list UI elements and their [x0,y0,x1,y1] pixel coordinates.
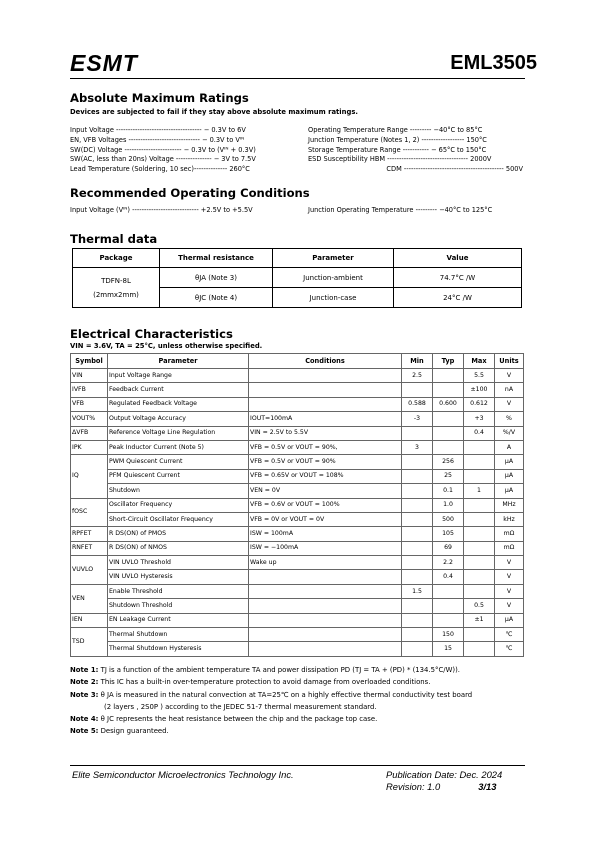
amr-right-item: Operating Temperature Range --------- −40°C to 85°C [308,126,483,134]
max-cell: ±1 [464,613,495,627]
table-row [71,369,524,383]
amr-left-item: Lead Temperature (Soldering, 10 sec)-------------- 260°C [70,165,250,174]
min-cell [402,541,433,555]
min-cell: 2.5 [402,369,433,383]
conditions-cell [249,628,402,642]
col-header: Max [464,354,495,369]
conditions-cell [249,584,402,598]
parameter-cell: Short-Circuit Oscillator Frequency [108,512,249,526]
conditions-cell [249,369,402,383]
parameter-cell: Enable Threshold [108,584,249,598]
roc-title: Recommended Operating Conditions [70,186,310,200]
parameter-cell: Shutdown Threshold [108,599,249,613]
table-header-row [73,249,522,268]
table-row [71,498,524,512]
col-header: Min [402,354,433,369]
parameter-cell: Junction-ambient [273,268,394,288]
note-label: Note 1: [70,666,99,674]
typ-cell: 500 [433,512,464,526]
parameter-cell: Output Voltage Accuracy [108,412,249,426]
resistance-cell: θJC (Note 4) [160,288,273,308]
parameter-cell: Reference Voltage Line Regulation [108,426,249,440]
package-cell [73,268,160,308]
max-cell: ±100 [464,383,495,397]
min-cell [402,484,433,498]
typ-cell: 256 [433,455,464,469]
package-size: (2mmx2mm) [93,290,139,299]
col-header: Package [73,249,160,268]
revision: Revision: 1.0 [386,781,441,792]
company-logo: ESMT [70,50,138,76]
max-cell [464,512,495,526]
parameter-cell: R DS(ON) of PMOS [108,527,249,541]
note-item [70,713,530,725]
note-label: Note 5: [70,727,99,736]
parameter-cell: Shutdown [108,484,249,498]
amr-left-item: SW(AC, less than 20ns) Voltage --------------- − 3V to 7.5V [70,155,256,164]
units-cell: ℃ [495,642,524,656]
amr-left-item: EN, VFB Voltages ------------------------------ − 0.3V to Vᴵᴺ [70,135,245,144]
max-cell [464,570,495,584]
conditions-cell [249,613,402,627]
min-cell: 3 [402,440,433,454]
max-cell [464,469,495,483]
conditions-cell: IOUT=100mA [249,412,402,426]
elec-conditions: VIN = 3.6V, TA = 25°C, unless otherwise specified. [70,342,263,350]
units-cell: V [495,584,524,598]
conditions-cell: Wake up [249,556,402,570]
max-cell: 5.5 [464,369,495,383]
min-cell [402,599,433,613]
typ-cell [433,599,464,613]
symbol-cell: VFB [71,397,108,411]
amr-left-list [70,126,256,175]
elec-title: Electrical Characteristics [70,327,233,341]
units-cell: nA [495,383,524,397]
table-row [71,412,524,426]
symbol-cell: RNFET [71,541,108,555]
max-cell [464,455,495,469]
parameter-cell: Oscillator Frequency [108,498,249,512]
max-cell [464,584,495,598]
units-cell: μA [495,484,524,498]
units-cell: mΩ [495,527,524,541]
conditions-cell: VFB = 0.5V or VOUT = 90% [249,455,402,469]
typ-cell: 150 [433,628,464,642]
parameter-cell: Input Voltage Range [108,369,249,383]
min-cell [402,527,433,541]
min-cell [402,469,433,483]
conditions-cell [249,570,402,584]
amr-right-item: Storage Temperature Range ----------- − 65°C to 150°C [308,145,487,154]
units-cell: μA [495,469,524,483]
amr-left-item: Input Voltage ------------------------------------ − 0.3V to 6V [70,126,246,134]
symbol-cell: ΔVFB [71,426,108,440]
conditions-cell: VFB = 0.65V or VOUT = 108% [249,469,402,483]
col-header: Parameter [273,249,394,268]
note-text: θ JA is measured in the natural convection at TA=25℃ on a highly effective thermal conductivity test board [100,690,473,699]
max-cell: +3 [464,412,495,426]
col-header: Thermal resistance [160,249,273,268]
amr-title: Absolute Maximum Ratings [70,91,249,105]
min-cell [402,512,433,526]
table-row [71,541,524,555]
revision-line [386,781,502,793]
units-cell: V [495,599,524,613]
table-row [71,469,524,483]
table-row [71,440,524,454]
conditions-cell: VFB = 0.6V or VOUT = 100% [249,498,402,512]
units-cell: V [495,556,524,570]
page-number: 3/13 [478,781,497,792]
conditions-cell: ISW = −100mA [249,541,402,555]
part-number: EML3505 [450,52,537,74]
max-cell: 0.5 [464,599,495,613]
col-header: Units [495,354,524,369]
conditions-cell [249,599,402,613]
typ-cell: 25 [433,469,464,483]
max-cell: 0.4 [464,426,495,440]
typ-cell: 0.1 [433,484,464,498]
units-cell: A [495,440,524,454]
table-row [71,628,524,642]
note-text: This IC has a built-in over-temperature protection to avoid damage from overloaded conditions. [100,678,431,687]
table-row [73,268,522,288]
table-row [71,570,524,584]
min-cell [402,498,433,512]
note-item [70,701,530,713]
roc-input-voltage: Input Voltage (Vᴵᴺ) ---------------------------- +2.5V to +5.5V [70,206,253,214]
min-cell [402,556,433,570]
min-cell [402,613,433,627]
max-cell [464,556,495,570]
parameter-cell: Thermal Shutdown [108,628,249,642]
typ-cell [433,613,464,627]
conditions-cell [249,642,402,656]
min-cell: 1.5 [402,584,433,598]
electrical-table [70,353,524,657]
col-header: Conditions [249,354,402,369]
symbol-cell: fOSC [71,498,108,527]
units-cell: % [495,412,524,426]
table-row [71,455,524,469]
symbol-cell: VOUT% [71,412,108,426]
thermal-table [72,248,522,308]
parameter-cell: Feedback Current [108,383,249,397]
amr-right-list [308,126,523,175]
col-header: Symbol [71,354,108,369]
min-cell [402,426,433,440]
min-cell [402,642,433,656]
note-label: Note 4: [70,715,99,724]
parameter-cell: Junction-case [273,288,394,308]
max-cell [464,498,495,512]
parameter-cell: VIN UVLO Hysteresis [108,570,249,584]
typ-cell: 15 [433,642,464,656]
min-cell: -3 [402,412,433,426]
symbol-cell: TSD [71,628,108,657]
note-text: TJ is a function of the ambient temperature TA and power dissipation PD (TJ = TA + (PD) * (134.5°C/W)). [100,666,460,674]
amr-left-item: SW(DC) Voltage ------------------------ − 0.3V to (Vᴵᴺ + 0.3V) [70,145,256,154]
notes-section [70,664,530,738]
parameter-cell: PWM Quiescent Current [108,455,249,469]
symbol-cell: IEN [71,613,108,627]
max-cell [464,527,495,541]
conditions-cell: VFB = 0.5V or VOUT = 90%, [249,440,402,454]
symbol-cell: IPK [71,440,108,454]
units-cell: μA [495,455,524,469]
note-label: Note 3: [70,690,99,699]
typ-cell [433,383,464,397]
table-header-row [71,354,524,369]
typ-cell: 105 [433,527,464,541]
symbol-cell: VUVLO [71,556,108,585]
units-cell: V [495,369,524,383]
parameter-cell: VIN UVLO Threshold [108,556,249,570]
units-cell: V [495,397,524,411]
min-cell [402,455,433,469]
typ-cell: 0.600 [433,397,464,411]
conditions-cell: VEN = 0V [249,484,402,498]
parameter-cell: Peak Inductor Current (Note 5) [108,440,249,454]
amr-right-item: ESD Susceptibility HBM ---------------------------------- 2000V [308,155,492,164]
typ-cell: 69 [433,541,464,555]
units-cell: kHz [495,512,524,526]
units-cell: μA [495,613,524,627]
units-cell: ℃ [495,628,524,642]
parameter-cell: PFM Quiescent Current [108,469,249,483]
table-row [71,397,524,411]
symbol-cell: VEN [71,584,108,613]
parameter-cell: Thermal Shutdown Hysteresis [108,642,249,656]
col-header: Value [394,249,522,268]
note-text: (2 layers , 2S0P ) according to the JEDEC 51-7 thermal measurement standard. [104,702,377,711]
note-label: Note 2: [70,678,99,687]
value-cell: 74.7°C /W [394,268,522,288]
table-row [71,642,524,656]
typ-cell: 2.2 [433,556,464,570]
max-cell [464,628,495,642]
table-row [71,383,524,397]
amr-right-item: Junction Temperature (Notes 1, 2) ------------------ 150°C [308,135,487,144]
typ-cell [433,412,464,426]
thermal-title: Thermal data [70,232,158,246]
value-cell: 24°C /W [394,288,522,308]
max-cell: 1 [464,484,495,498]
parameter-cell: R DS(ON) of NMOS [108,541,249,555]
min-cell [402,383,433,397]
table-row [71,613,524,627]
note-text: θ JC represents the heat resistance between the chip and the package top case. [100,715,378,724]
typ-cell: 1.0 [433,498,464,512]
units-cell: MHz [495,498,524,512]
note-item [70,664,530,676]
parameter-cell: EN Leakage Current [108,613,249,627]
max-cell: 0.612 [464,397,495,411]
symbol-cell: VIN [71,369,108,383]
note-item [70,676,530,688]
min-cell [402,628,433,642]
table-row [71,512,524,526]
note-item [70,689,530,701]
typ-cell [433,440,464,454]
typ-cell [433,584,464,598]
table-row [71,599,524,613]
symbol-cell: IVFB [71,383,108,397]
typ-cell [433,426,464,440]
conditions-cell: VIN = 2.5V to 5.5V [249,426,402,440]
roc-junction-temp: Junction Operating Temperature --------- −40°C to 125°C [308,206,493,214]
max-cell [464,440,495,454]
publication-date: Publication Date: Dec. 2024 [386,769,503,780]
units-cell: V [495,570,524,584]
min-cell: 0.588 [402,397,433,411]
package-name: TDFN-8L [101,276,131,285]
units-cell: mΩ [495,541,524,555]
amr-subtitle: Devices are subjected to fail if they stay above absolute maximum ratings. [70,108,358,116]
min-cell [402,570,433,584]
units-cell: %/V [495,426,524,440]
max-cell [464,541,495,555]
col-header: Typ [433,354,464,369]
footer-divider [70,765,525,766]
conditions-cell [249,383,402,397]
table-row [71,426,524,440]
parameter-cell: Regulated Feedback Voltage [108,397,249,411]
max-cell [464,642,495,656]
table-row [71,556,524,570]
symbol-cell: IQ [71,455,108,498]
table-row [71,527,524,541]
footer-company: Elite Semiconductor Microelectronics Technology Inc. [72,769,294,780]
table-row [71,484,524,498]
col-header: Parameter [108,354,249,369]
conditions-cell [249,397,402,411]
typ-cell: 0.4 [433,570,464,584]
conditions-cell: VFB = 0V or VOUT = 0V [249,512,402,526]
symbol-cell: RPFET [71,527,108,541]
typ-cell [433,369,464,383]
footer-publication [386,769,502,793]
resistance-cell: θJA (Note 3) [160,268,273,288]
amr-right-item: CDM ------------------------------------------ 500V [386,165,523,174]
note-item [70,725,530,737]
table-row [71,584,524,598]
header-divider [70,78,525,79]
conditions-cell: ISW = 100mA [249,527,402,541]
note-text: Design guaranteed. [100,727,169,736]
